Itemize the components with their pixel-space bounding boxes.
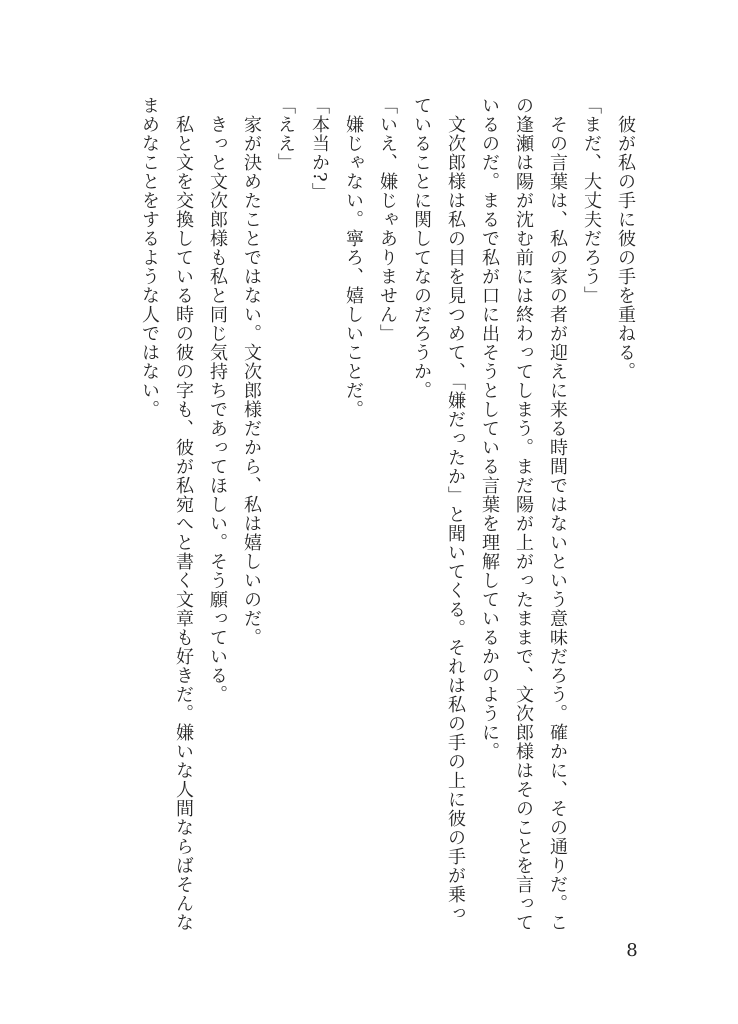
paragraph-5: 「いえ、嫌じゃありません」 (377, 96, 398, 343)
paragraph-2: 「まだ、大丈夫だろう」 (581, 96, 602, 305)
vertical-text-body (82, 96, 642, 936)
paragraph-6: 嫌じゃない。寧ろ、嬉しいことだ。 (343, 96, 364, 419)
paragraph-7: 「本当か?」 (309, 96, 330, 202)
paragraph-4: 文次郎様は私の目を見つめて、「嫌だったか」と聞いてくる。それは私の手の上に彼の手が乗っていることに関してなのだろうか。 (411, 96, 466, 923)
paragraph-9: 家が決めたことではない。文次郎様だから、私は嬉しいのだ。 (241, 96, 262, 647)
paragraph-3: その言葉は、私の家の者が迎えに来る時間ではないという意味だろう。確かに、その通りだ。この逢瀬は陽が沈む前には終わってしまう。まだ陽が上がったままで、文次郎様はそのことを言っているのだ。まるで私が口に出そうとしている言葉を理解しているかのように。 (479, 96, 568, 932)
paragraph-11: 私と文を交換している時の彼の字も、彼が私宛へと書く文章も好きだ。嫌いな人間ならばそんなまめなことをするような人ではない。 (139, 96, 194, 932)
paragraph-8: 「ええ」 (275, 96, 296, 172)
page-number: 8 (626, 940, 638, 961)
paragraph-1: 彼が私の手に彼の手を重ねる。 (615, 96, 636, 381)
paragraph-10: きっと文次郎様も私と同じ気持ちであってほしい。そう願っている。 (207, 96, 228, 704)
